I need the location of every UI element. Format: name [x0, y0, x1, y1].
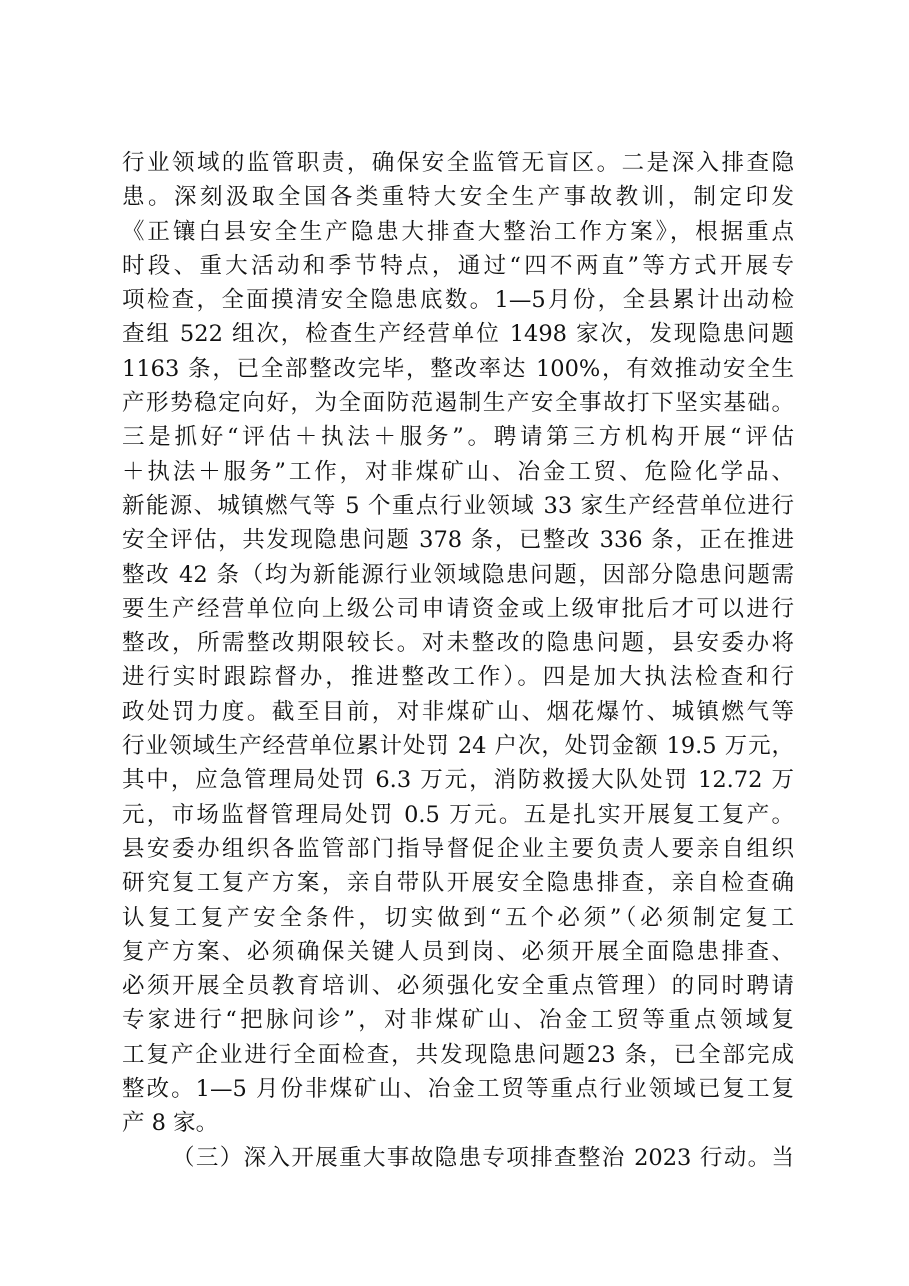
text-line: 产 8 家。: [122, 1110, 219, 1137]
text-line: 进行实时跟踪督办，推进整改工作）。四是加大执法检查和行: [122, 664, 794, 691]
text-line: ＋执法＋服务”工作，对非煤矿山、冶金工贸、危险化学品、: [122, 458, 794, 485]
text-line: 行业领域的监管职责，确保安全监管无盲区。二是深入排查隐: [122, 150, 794, 176]
text-line: 工复产企业进行全面检查，共发现隐患问题23 条，已全部完成: [122, 1041, 794, 1068]
section-heading-line: （三）深入开展重大事故隐患专项排查整治 2023 行动。当: [172, 1144, 794, 1171]
text-line: 新能源、城镇燃气等 5 个重点行业领域 33 家生产经营单位进行: [122, 492, 794, 519]
text-line: 其中，应急管理局处罚 6.3 万元，消防救援大队处罚 12.72 万: [122, 767, 794, 794]
text-line: 患。深刻汲取全国各类重特大安全生产事故教训，制定印发: [122, 184, 794, 211]
text-line: 《正镶白县安全生产隐患大排查大整治工作方案》，根据重点: [122, 218, 794, 245]
text-line: 县安委办组织各监管部门指导督促企业主要负责人要亲自组织: [122, 835, 794, 862]
text-line: 整改。1—5 月份非煤矿山、冶金工贸等重点行业领域已复工复: [122, 1076, 794, 1103]
text-line: 元，市场监督管理局处罚 0.5 万元。五是扎实开展复工复产。: [122, 801, 794, 828]
text-line: 认复工复产安全条件，切实做到“五个必须”（必须制定复工: [122, 904, 794, 931]
text-line: 1163 条，已全部整改完毕，整改率达 100%，有效推动安全生: [122, 355, 794, 382]
text-line: 三是抓好“评估＋执法＋服务”。聘请第三方机构开展“评估: [122, 424, 794, 451]
text-line: 必须开展全员教育培训、必须强化安全重点管理）的同时聘请: [122, 973, 794, 1000]
text-line: 专家进行“把脉问诊”，对非煤矿山、冶金工贸等重点领域复: [122, 1007, 794, 1034]
document-body: [122, 146, 794, 1175]
text-line: 研究复工复产方案，亲自带队开展安全隐患排查，亲自检查确: [122, 870, 794, 897]
text-line: 政处罚力度。截至目前，对非煤矿山、烟花爆竹、城镇燃气等: [122, 698, 794, 725]
text-line: 整改，所需整改期限较长。对未整改的隐患问题，县安委办将: [122, 630, 794, 657]
text-line: 要生产经营单位向上级公司申请资金或上级审批后才可以进行: [122, 595, 794, 622]
text-line: 项检查，全面摸清安全隐患底数。1—5月份，全县累计出动检: [122, 287, 794, 314]
text-line: 产形势稳定向好，为全面防范遏制生产安全事故打下坚实基础。: [122, 390, 794, 417]
text-line: 复产方案、必须确保关键人员到岗、必须开展全面隐患排查、: [122, 938, 794, 965]
text-line: 整改 42 条（均为新能源行业领域隐患问题，因部分隐患问题需: [122, 561, 794, 588]
text-line: 查组 522 组次，检查生产经营单位 1498 家次，发现隐患问题: [122, 321, 794, 348]
text-line: 安全评估，共发现隐患问题 378 条，已整改 336 条，正在推进: [122, 527, 794, 554]
text-line: 行业领域生产经营单位累计处罚 24 户次，处罚金额 19.5 万元，: [122, 733, 794, 760]
text-line: 时段、重大活动和季节特点，通过“四不两直”等方式开展专: [122, 252, 794, 279]
